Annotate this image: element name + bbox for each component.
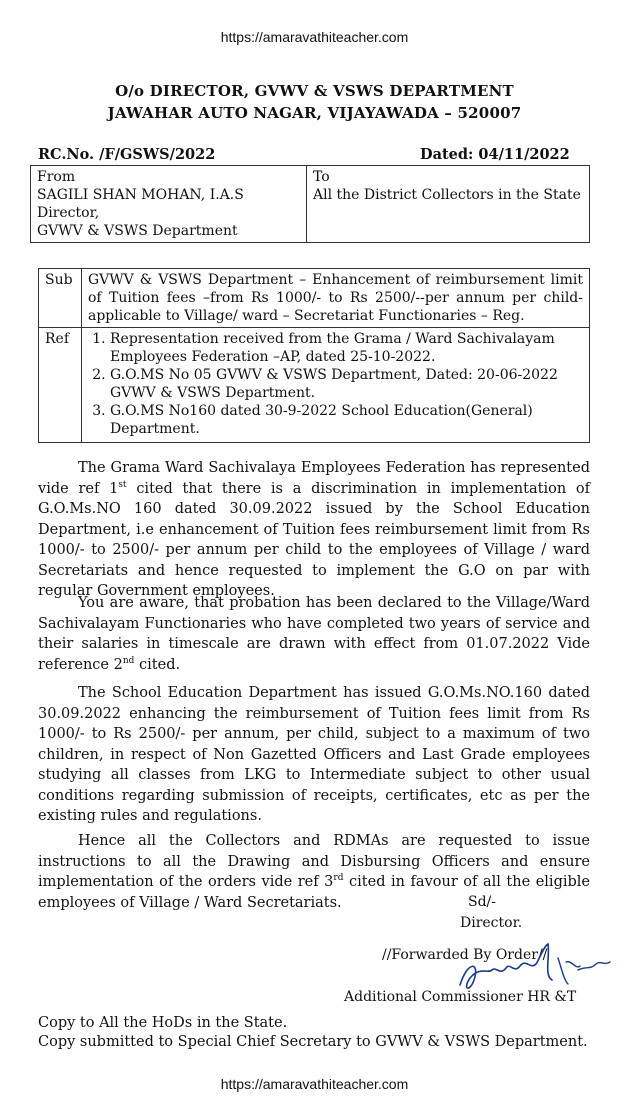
- to-cell: [307, 166, 590, 243]
- forwarded-by-order: //Forwarded By Order//: [382, 947, 548, 963]
- subject-text: GVWV & VSWS Department – Enhancement of reimbursement limit of Tuition fees –from Rs 1000/- to Rs 2500/--per annum per child- applicable to Village/ ward – Secretariat Functionaries – Reg.: [82, 269, 590, 328]
- letter-date: Dated: 04/11/2022: [420, 146, 570, 163]
- from-to-table: [30, 165, 590, 243]
- from-label: From: [37, 169, 76, 185]
- additional-commissioner: Additional Commissioner HR &T: [344, 989, 577, 1005]
- from-name: SAGILI SHAN MOHAN, I.A.S: [37, 187, 244, 203]
- from-title: Director,: [37, 205, 100, 221]
- reference-item: 3. G.O.MS No160 dated 30-9-2022 School Education(General) Department.: [110, 402, 583, 438]
- office-address: JAWAHAR AUTO NAGAR, VIJAYAWADA – 520007: [107, 104, 522, 122]
- from-department: GVWV & VSWS Department: [37, 223, 238, 239]
- footer-url: https://amaravathiteacher.com: [220, 1076, 409, 1092]
- sub-label: Sub: [39, 269, 82, 328]
- sd-mark: Sd/-: [468, 894, 496, 910]
- reference-item: 2. G.O.MS No 05 GVWV & VSWS Department, Dated: 20-06-2022 GVWV & VSWS Department.: [110, 366, 583, 402]
- reference-item: 1. Representation received from the Grama / Ward Sachivalayam Employees Federation –AP, dated 25-10-2022.: [110, 330, 583, 366]
- sub-ref-table: [38, 268, 590, 443]
- paragraph-2: You are aware, that probation has been declared to the Village/Ward Sachivalayam Functionaries who have completed two years of service and their salaries in timescale are drawn with effect from 01.07.2022 Vide reference 2nd cited.: [38, 595, 590, 673]
- paragraph-3: The School Education Department has issued G.O.Ms.NO.160 dated 30.09.2022 enhancing the reimbursement of Tuition fees limit from Rs 1000/- to Rs 2500/- per annum, per child, subject to a maximum of two children, in respect of Non Gazetted Officers and Last Grade employees studying all classes from LKG to Intermediate subject to other usual conditions regarding submission of receipts, certificates, etc as per the existing rules and regulations.: [38, 685, 590, 824]
- rc-number: RC.No. /F/GSWS/2022: [38, 146, 216, 163]
- references-list: [88, 330, 583, 438]
- paragraph-4: Hence all the Collectors and RDMAs are requested to issue instructions to all the Drawing and Disbursing Officers and ensure implementation of the orders vide ref 3rd cited in favour of all the eligible employees of Village / Ward Secretariats.: [38, 833, 590, 911]
- from-cell: [31, 166, 307, 243]
- copy-line: Copy to All the HoDs in the State.: [38, 1015, 288, 1031]
- paragraph-1: The Grama Ward Sachivalaya Employees Federation has represented vide ref 1st cited that there is a discrimination in implementation of G.O.Ms.NO 160 dated 30.09.2022 issued by the School Education Department, i.e enhancement of Tuition fees reimbursement limit from Rs 1000/- to 2500/- per annum per child to the employees of Village / ward Secretariats and hence requested to implement the G.O on par with regular Government employees.: [38, 460, 591, 599]
- to-value: All the District Collectors in the State: [313, 187, 581, 203]
- header-url: https://amaravathiteacher.com: [220, 29, 409, 45]
- copy-line: Copy submitted to Special Chief Secretary to GVWV & VSWS Department.: [38, 1034, 588, 1050]
- office-title: O/o DIRECTOR, GVWV & VSWS DEPARTMENT: [115, 82, 514, 100]
- ref-label: Ref: [39, 328, 82, 443]
- director-sign: Director.: [460, 915, 523, 931]
- to-label: To: [313, 169, 330, 185]
- references-cell: [82, 328, 590, 443]
